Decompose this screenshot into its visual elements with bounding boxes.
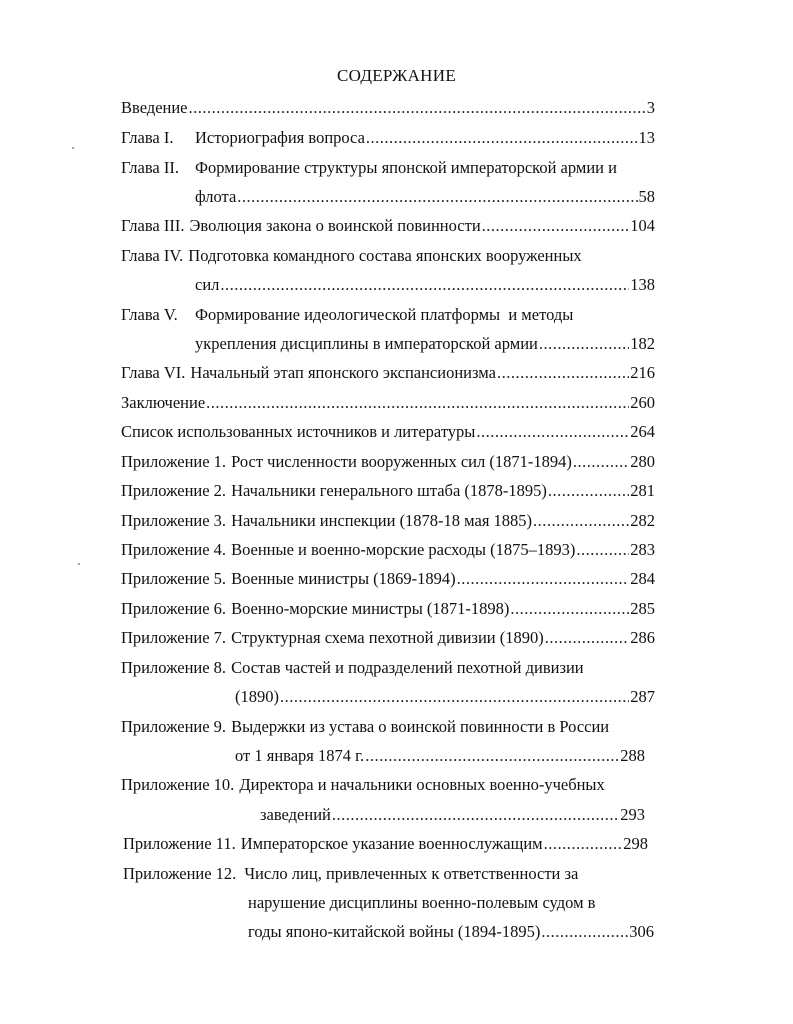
toc-page-number: 280 (630, 452, 655, 471)
toc-entry-appendix-4 (121, 539, 655, 561)
toc-entry-title: укрепления дисциплины в императорской армии (195, 334, 538, 353)
dot-leader (237, 186, 637, 208)
dot-leader (482, 215, 630, 237)
toc-entry-title: флота (195, 187, 237, 206)
dot-leader (548, 480, 629, 502)
toc-entry-appendix-8 (121, 657, 651, 679)
toc-page-number: 288 (620, 746, 645, 765)
toc-entry-appendix-3 (121, 510, 655, 532)
toc-entry-title: Директора и начальники основных военно-учебных (239, 775, 605, 794)
toc-entry-appendix-10-cont (260, 804, 645, 826)
page-title: СОДЕРЖАНИЕ (336, 66, 457, 85)
toc-entry-chapter-6 (121, 362, 655, 384)
toc-entry-appendix-7 (121, 627, 655, 649)
toc-entry-chapter-3 (121, 215, 655, 237)
toc-page-number: 104 (630, 216, 655, 235)
dot-leader (573, 451, 629, 473)
toc-entry-label: Приложение 8. (121, 658, 227, 677)
toc-entry-label: Приложение 6. (121, 599, 227, 618)
dot-leader (332, 804, 619, 826)
toc-entry-title: нарушение дисциплины военно-полевым судом в (248, 893, 596, 912)
toc-entry-appendix-10 (121, 774, 641, 796)
toc-entry-label: Приложение 5. (121, 569, 227, 588)
toc-page-number: 260 (630, 393, 655, 412)
toc-page-number: 287 (630, 687, 655, 706)
toc-entry-appendix-12-cont-1 (248, 892, 628, 914)
toc-entry-chapter-5 (121, 304, 621, 326)
toc-page-number: 282 (630, 511, 655, 530)
toc-entry-title: Рост численности вооруженных сил (1871-1894) (231, 452, 572, 471)
toc-entry-bibliography (121, 421, 655, 443)
toc-entry-label: Глава IV. (121, 246, 184, 265)
toc-entry-appendix-12-cont-2 (248, 921, 654, 943)
toc-entry-title: Число лиц, привлеченных к ответственности за (244, 864, 579, 883)
dot-leader (544, 833, 623, 855)
toc-entry-title: Структурная схема пехотной дивизии (1890) (231, 628, 544, 647)
dot-leader (576, 539, 629, 561)
toc-entry-title: Военные министры (1869-1894) (231, 569, 456, 588)
dot-leader (366, 127, 638, 149)
toc-page-number: 264 (630, 422, 655, 441)
dot-leader (476, 421, 629, 443)
toc-entry-title: заведений (260, 805, 331, 824)
toc-page-number: 3 (646, 98, 655, 117)
dot-leader (541, 921, 628, 943)
toc-page-number: 306 (629, 922, 654, 941)
toc-page-number: 284 (630, 569, 655, 588)
toc-page-number: 286 (630, 628, 655, 647)
toc-entry-label: Глава VI. (121, 363, 186, 382)
dot-leader (365, 745, 619, 767)
toc-entry-title: (1890) (235, 687, 279, 706)
toc-page-number: 293 (620, 805, 645, 824)
toc-entry-title: от 1 января 1874 г. (235, 746, 365, 765)
toc-entry-chapter-4 (121, 245, 651, 267)
toc-page-number: 58 (638, 187, 655, 206)
toc-page-number: 138 (630, 275, 655, 294)
scan-speck (78, 563, 80, 565)
toc-entry-label: Приложение 10. (121, 775, 235, 794)
dot-leader (280, 686, 629, 708)
dot-leader (510, 598, 629, 620)
toc-entry-label: Глава III. (121, 216, 185, 235)
toc-entry-appendix-1 (121, 451, 655, 473)
toc-entry-appendix-9-cont (235, 745, 645, 767)
toc-entry-conclusion (121, 392, 655, 414)
toc-entry-title: Формирование идеологической платформы и методы (195, 305, 574, 324)
toc-entry-appendix-5 (121, 568, 655, 590)
toc-page-number: 281 (630, 481, 655, 500)
toc-page-number: 285 (630, 599, 655, 618)
toc-entry-label: Глава I. (121, 128, 174, 147)
toc-entry-title: Военные и военно-морские расходы (1875–1893) (231, 540, 576, 559)
toc-page-number: 283 (630, 540, 655, 559)
toc-entry-appendix-11 (123, 833, 648, 855)
toc-entry-chapter-4-cont (195, 274, 655, 296)
toc-entry-label: Глава V. (121, 305, 178, 324)
toc-page-number: 182 (630, 334, 655, 353)
toc-entry-label: Приложение 3. (121, 511, 227, 530)
toc-entry-title: Историография вопроса (195, 128, 365, 147)
toc-entry-label: Приложение 7. (121, 628, 227, 647)
dot-leader (533, 510, 629, 532)
toc-entry-title: Начальный этап японского экспансионизма (190, 363, 496, 382)
dot-leader (206, 392, 629, 414)
toc-page-number: 298 (623, 834, 648, 853)
toc-entry-label: Приложение 2. (121, 481, 227, 500)
toc-entry-label: Заключение (121, 393, 206, 412)
toc-entry-chapter-2-cont (195, 186, 655, 208)
toc-page-number: 216 (630, 363, 655, 382)
toc-entry-label: Глава II. (121, 158, 179, 177)
toc-entry-title: Состав частей и подразделений пехотной дивизии (231, 658, 584, 677)
toc-entry-title: Императорское указание военнослужащим (240, 834, 543, 853)
toc-entry-label: Введение (121, 98, 188, 117)
toc-entry-appendix-9 (121, 716, 651, 738)
dot-leader (220, 274, 629, 296)
toc-entry-appendix-12 (123, 863, 623, 885)
toc-entry-title: Начальники инспекции (1878-18 мая 1885) (231, 511, 533, 530)
toc-entry-appendix-8-cont (235, 686, 655, 708)
scan-speck (72, 147, 74, 149)
toc-entry-label: Приложение 9. (121, 717, 227, 736)
toc-entry-title: Военно-морские министры (1871-1898) (231, 599, 510, 618)
toc-entry-label: Приложение 4. (121, 540, 227, 559)
dot-leader (457, 568, 630, 590)
toc-entry-title: Формирование структуры японской императорской армии и (195, 158, 617, 177)
toc-entry-label: Приложение 12. (123, 864, 237, 883)
toc-entry-introduction (121, 97, 655, 119)
toc-entry-appendix-6 (121, 598, 655, 620)
toc-entry-chapter-2 (121, 157, 666, 179)
toc-page-number: 13 (638, 128, 655, 147)
toc-entry-title: Выдержки из устава о воинской повинности в России (231, 717, 610, 736)
toc-entry-title: Подготовка командного состава японских вооруженных (188, 246, 582, 265)
toc-entry-title: сил (195, 275, 220, 294)
toc-entry-label: Приложение 1. (121, 452, 227, 471)
toc-entry-label: Список использованных источников и литературы (121, 422, 476, 441)
dot-leader (545, 627, 630, 649)
dot-leader (189, 97, 646, 119)
toc-entry-title: Эволюция закона о воинской повинности (189, 216, 481, 235)
toc-entry-title: годы японо-китайской войны (1894-1895) (248, 922, 541, 941)
toc-entry-label: Приложение 11. (123, 834, 236, 853)
toc-entry-title: Начальники генерального штаба (1878-1895) (231, 481, 547, 500)
toc-entry-chapter-1 (121, 127, 655, 149)
dot-leader (539, 333, 629, 355)
toc-entry-chapter-5-cont (195, 333, 655, 355)
toc-entry-appendix-2 (121, 480, 655, 502)
dot-leader (497, 362, 629, 384)
